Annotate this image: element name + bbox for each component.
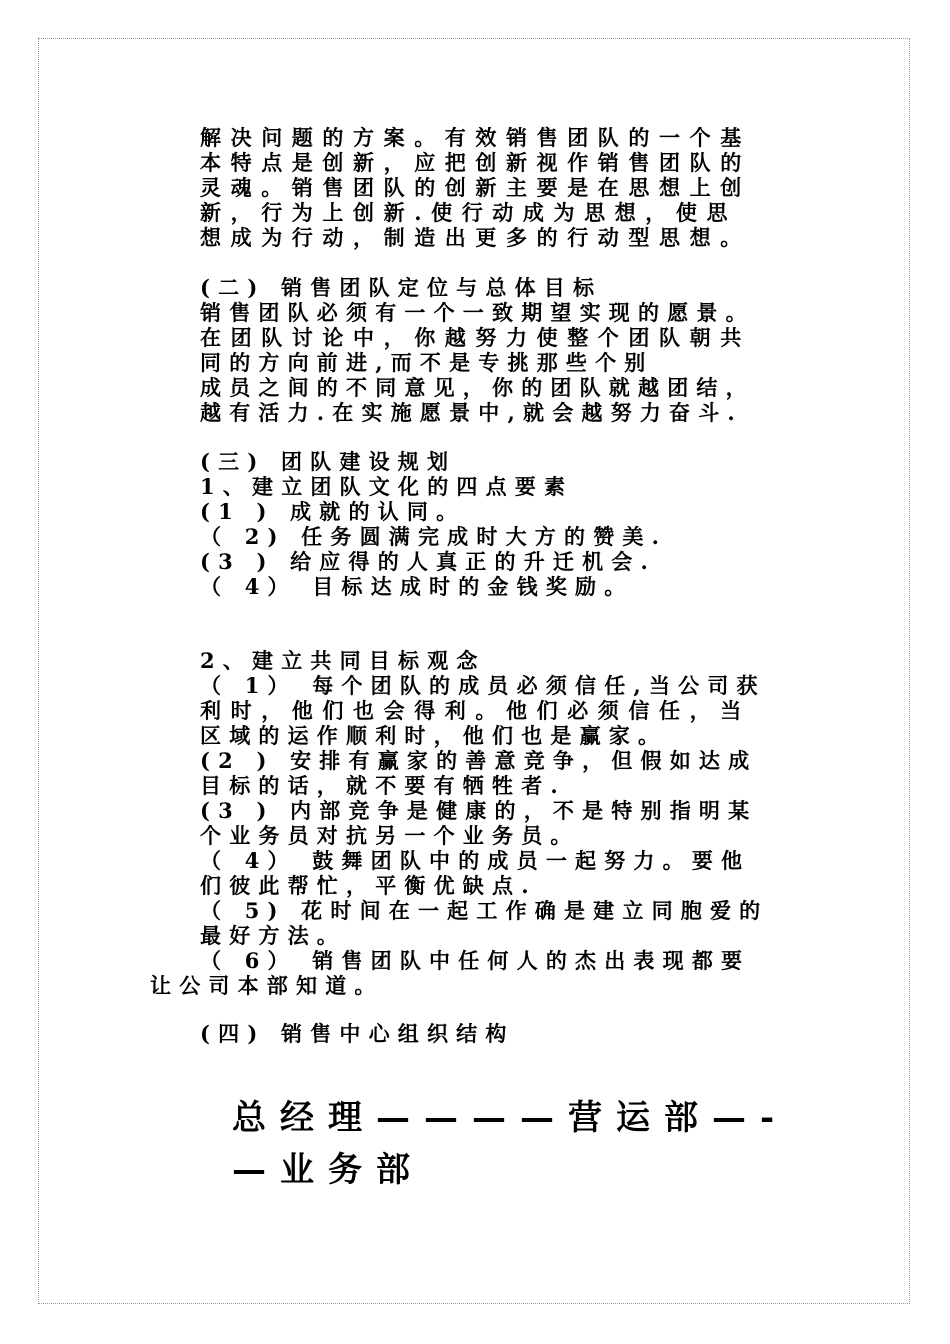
body-text-line: 解决问题的方案。有效销售团队的一个基 [200,125,751,150]
body-text-line: 们彼此帮忙，平衡优缺点. [200,873,537,898]
body-text-line: 灵魂。销售团队的创新主要是在思想上创 [200,175,751,200]
body-text-line: 同的方向前进,而不是专挑那些个别 [200,350,654,375]
body-text-line: 越有活力.在实施愿景中,就会越努力奋斗. [200,400,743,425]
subsection-heading-goals: 2、建立共同目标观念 [200,648,486,673]
body-text-line: 本特点是创新，应把创新视作销售团队的 [200,150,751,175]
body-text-line: 个业务员对抗另一个业务员。 [200,823,580,848]
list-item: （ 2) 任务圆满完成时大方的赞美. [200,524,668,549]
body-text-line: 最好方法。 [200,923,346,948]
body-text-line: 利时，他们也会得利。他们必须信任，当 [200,698,751,723]
org-structure-line: 总经理————营运部—- [232,1098,789,1138]
body-text-line: （ 5) 花时间在一起工作确是建立同胞爱的 [200,898,769,923]
org-structure-line: —业务部 [232,1150,424,1190]
list-item: （ 4） 目标达成时的金钱奖励。 [200,574,634,599]
body-text-line: 让公司本部知道。 [150,973,384,998]
section-heading-four: (四) 销售中心组织结构 [200,1021,515,1046]
list-item: (3 ) 给应得的人真正的升迁机会. [200,549,657,574]
list-item: (1 ) 成就的认同。 [200,499,466,524]
body-text-line: 区域的运作顺利时，他们也是赢家。 [200,723,668,748]
body-text-line: 销售团队必须有一个一致期望实现的愿景。 [200,300,755,325]
subsection-heading-culture: 1、建立团队文化的四点要素 [200,474,574,499]
section-heading-three: (三) 团队建设规划 [200,449,457,474]
body-text-line: （ 6） 销售团队中任何人的杰出表现都要 [200,948,751,973]
body-text-line: 在团队讨论中，你越努力使整个团队朝共 [200,325,751,350]
body-text-line: 新，行为上创新.使行动成为思想，使思 [200,200,738,225]
body-text-line: 想成为行动，制造出更多的行动型思想。 [200,225,751,250]
body-text-line: （ 4） 鼓舞团队中的成员一起努力。要他 [200,848,751,873]
body-text-line: （ 1） 每个团队的成员必须信任,当公司获 [200,673,766,698]
body-text-line: (3 ) 内部竞争是健康的，不是特别指明某 [200,798,758,823]
body-text-line: (2 ) 安排有赢家的善意竞争，但假如达成 [200,748,758,773]
body-text-line: 成员之间的不同意见，你的团队就越团结， [200,375,755,400]
section-heading-two: (二) 销售团队定位与总体目标 [200,275,603,300]
body-text-line: 目标的话，就不要有牺牲者. [200,773,566,798]
